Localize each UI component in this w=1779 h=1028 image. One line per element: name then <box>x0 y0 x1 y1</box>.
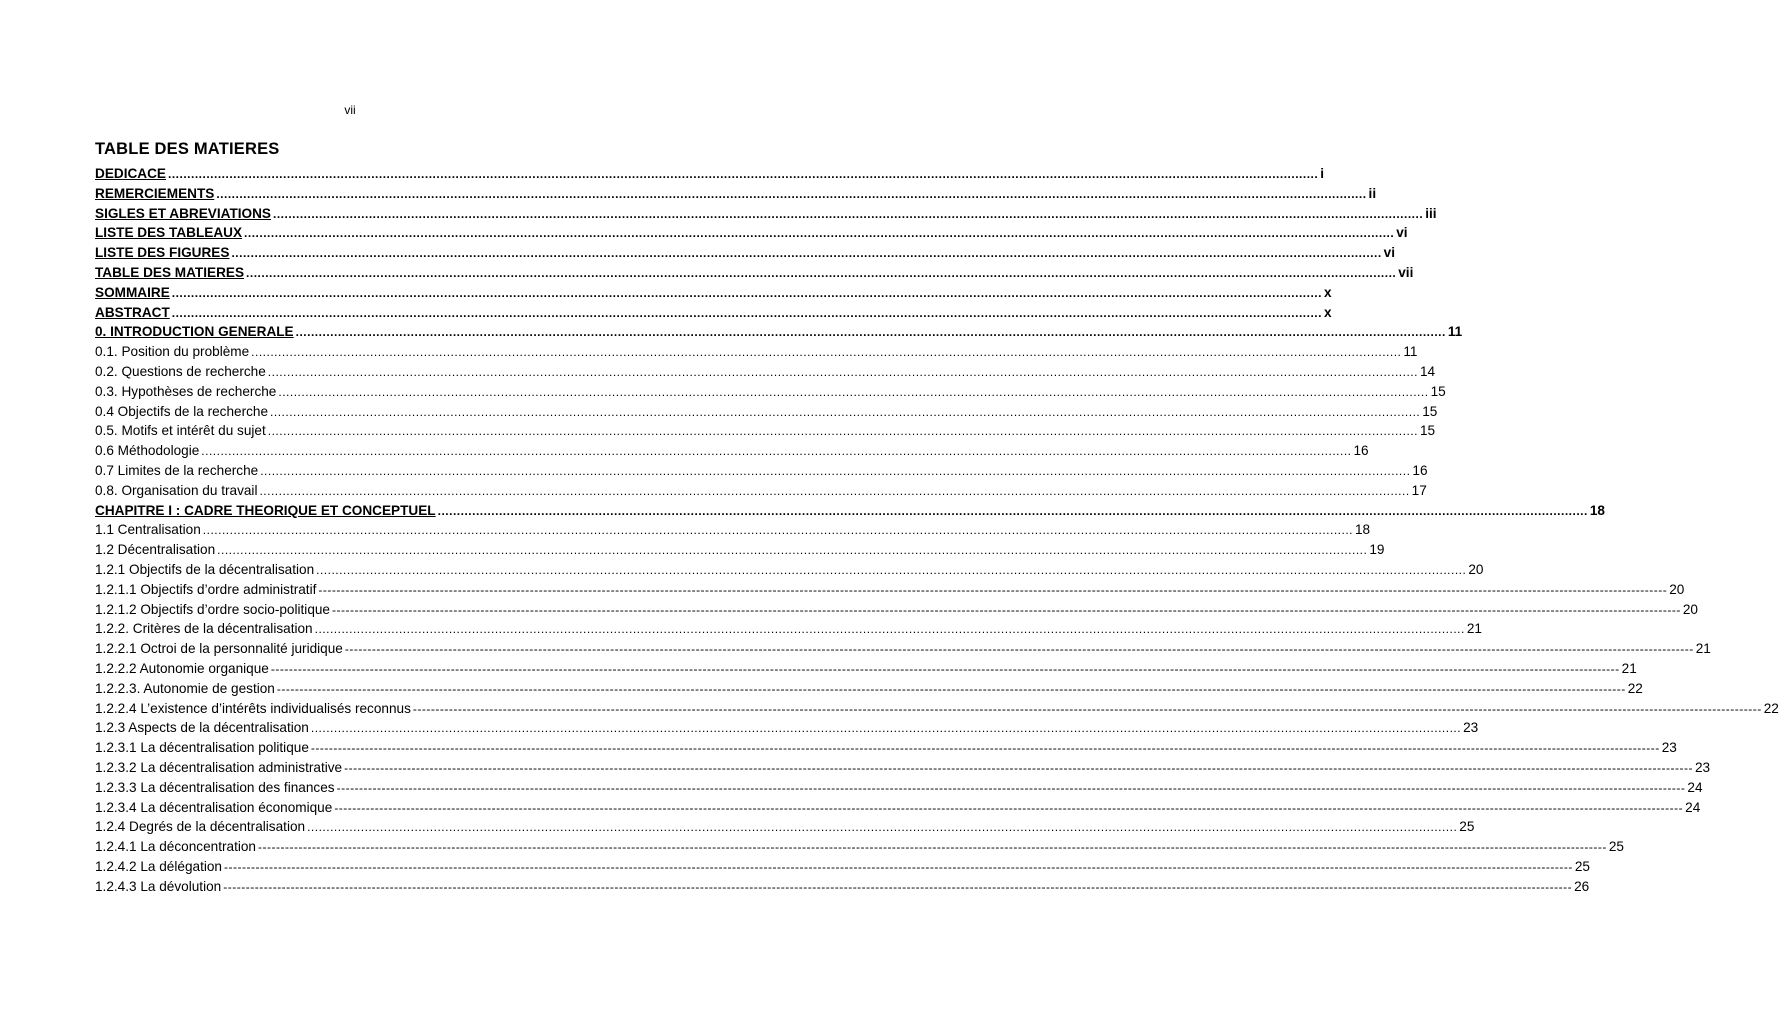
toc-entry-page: iii <box>1425 205 1437 221</box>
toc-entry-label: 0.4 Objectifs de la recherche <box>95 403 269 419</box>
toc-entry-label: 1.2.3.2 La décentralisation administrative <box>95 759 343 775</box>
toc-entry-label: 0.3. Hypothèses de recherche <box>95 383 277 399</box>
toc-leader: ............................................................................................................................................................................................................................................................................................................ <box>260 463 1411 478</box>
toc-entry-page: 23 <box>1694 759 1711 775</box>
toc-entry-label: 0.2. Questions de recherche <box>95 363 266 379</box>
toc-entry[interactable] <box>95 461 1428 481</box>
toc-leader: ............................................................................................................................................................................................................................................................................................................ <box>251 345 1402 360</box>
toc-leader: ............................................................................................................................................................................................................................................................................................................ <box>246 265 1397 280</box>
toc-entry-page: 24 <box>1687 779 1703 795</box>
toc-entry-page: 15 <box>1419 423 1436 439</box>
toc-leader: ............................................................................................................................................................................................................................................................................................................ <box>216 186 1367 201</box>
toc-entry[interactable] <box>95 619 1482 639</box>
toc-entry-label: SIGLES ET ABREVIATIONS <box>95 205 271 221</box>
toc-entry[interactable] <box>95 798 1701 818</box>
toc-entry[interactable] <box>95 877 1590 897</box>
toc-leader: ------------------------------------------------------------------------------------------------------------------------------------------------------------------------------------------------------------------------------------------------------------------------------------------------------------ <box>223 879 1573 894</box>
toc-entry[interactable] <box>95 520 1371 540</box>
toc-leader: ------------------------------------------------------------------------------------------------------------------------------------------------------------------------------------------------------------------------------------------------------------------------------------------------------------ <box>412 701 1762 716</box>
toc-entry[interactable] <box>95 322 1463 342</box>
toc-entry-label: 1.2.1.1 Objectifs d’ordre administratif <box>95 581 317 597</box>
toc-entry-page: i <box>1320 166 1324 181</box>
toc-leader: ............................................................................................................................................................................................................................................................................................................ <box>201 444 1352 459</box>
toc-entry[interactable] <box>95 718 1479 738</box>
toc-entry[interactable] <box>95 362 1436 382</box>
toc-leader: ............................................................................................................................................................................................................................................................................................................ <box>437 503 1588 518</box>
toc-entry-label: 1.2.3.4 La décentralisation économique <box>95 799 333 815</box>
toc-entry-label: 1.2.4.2 La délégation <box>95 858 222 874</box>
toc-entry-page: 21 <box>1466 621 1482 637</box>
toc-leader: ------------------------------------------------------------------------------------------------------------------------------------------------------------------------------------------------------------------------------------------------------------------------------------------------------------ <box>223 859 1573 874</box>
toc-entry[interactable] <box>95 540 1385 560</box>
table-of-contents <box>95 164 1779 896</box>
toc-entry[interactable] <box>95 679 1643 699</box>
toc-entry[interactable] <box>95 857 1590 877</box>
toc-entry[interactable] <box>95 699 1779 719</box>
toc-entry-page: 19 <box>1369 542 1385 558</box>
toc-entry-label: 1.2.1 Objectifs de la décentralisation <box>95 561 315 577</box>
toc-entry[interactable] <box>95 600 1698 620</box>
toc-entry[interactable] <box>95 639 1711 659</box>
toc-entry[interactable] <box>95 283 1332 303</box>
toc-entry-label: 1.2.2.2 Autonomie organique <box>95 660 269 676</box>
toc-entry-page: x <box>1323 284 1332 300</box>
toc-entry-label: 1.2.2.3. Autonomie de gestion <box>95 680 275 696</box>
toc-entry-page: vi <box>1396 225 1408 241</box>
toc-entry-label: 0.7 Limites de la recherche <box>95 462 259 478</box>
toc-leader: ............................................................................................................................................................................................................................................................................................................ <box>272 206 1424 221</box>
toc-leader: ............................................................................................................................................................................................................................................................................................................ <box>267 364 1418 379</box>
toc-entry-label: REMERCIEMENTS <box>95 185 215 201</box>
toc-entry[interactable] <box>95 204 1437 224</box>
toc-leader: ............................................................................................................................................................................................................................................................................................................ <box>217 543 1368 558</box>
toc-entry-label: 1.2.4 Degrés de la décentralisation <box>95 819 306 835</box>
toc-entry[interactable] <box>95 778 1703 798</box>
toc-leader: ............................................................................................................................................................................................................................................................................................................ <box>267 424 1418 439</box>
toc-entry-label: 1.2.4.1 La déconcentration <box>95 839 256 855</box>
toc-entry-page: 24 <box>1685 799 1701 815</box>
toc-entry[interactable] <box>95 659 1637 679</box>
toc-entry[interactable] <box>95 382 1446 402</box>
toc-entry-label: SOMMAIRE <box>95 284 170 300</box>
toc-entry-page: 16 <box>1412 462 1428 478</box>
toc-entry-label: ABSTRACT <box>95 304 170 320</box>
toc-entry[interactable] <box>95 738 1677 758</box>
toc-entry-page: 15 <box>1430 383 1446 399</box>
toc-leader: ............................................................................................................................................................................................................................................................................................................ <box>202 523 1353 538</box>
toc-entry[interactable] <box>95 758 1711 778</box>
toc-leader: ............................................................................................................................................................................................................................................................................................................ <box>231 246 1382 261</box>
toc-entry-page: vi <box>1383 245 1395 261</box>
toc-entry-page: 25 <box>1574 858 1590 874</box>
toc-entry[interactable] <box>95 560 1484 580</box>
toc-leader: ............................................................................................................................................................................................................................................................................................................ <box>168 167 1319 181</box>
toc-leader: ------------------------------------------------------------------------------------------------------------------------------------------------------------------------------------------------------------------------------------------------------------------------------------------------------------ <box>344 642 1694 657</box>
toc-entry-page: 15 <box>1422 403 1438 419</box>
toc-entry[interactable] <box>95 481 1427 501</box>
toc-leader: ------------------------------------------------------------------------------------------------------------------------------------------------------------------------------------------------------------------------------------------------------------------------------------------------------------ <box>257 840 1607 855</box>
toc-entry[interactable] <box>95 243 1395 263</box>
toc-entry-label: LISTE DES FIGURES <box>95 245 230 261</box>
toc-entry-label: 1.2.4.3 La dévolution <box>95 878 222 894</box>
page-number: vii <box>344 103 356 117</box>
toc-entry-label: 1.2.2.1 Octroi de la personnalité juridique <box>95 641 343 657</box>
toc-entry-label: 1.2 Décentralisation <box>95 542 216 558</box>
toc-entry[interactable] <box>95 263 1414 283</box>
toc-entry-label: 1.1 Centralisation <box>95 522 201 538</box>
toc-entry-page: 20 <box>1669 581 1685 597</box>
toc-entry-page: 22 <box>1763 700 1779 716</box>
toc-entry-page: 23 <box>1661 740 1677 756</box>
toc-entry[interactable] <box>95 441 1369 461</box>
toc-entry[interactable] <box>95 501 1605 521</box>
toc-entry-label: 0.8. Organisation du travail <box>95 482 258 498</box>
toc-entry-page: 25 <box>1459 819 1475 835</box>
toc-entry-label: 0.6 Méthodologie <box>95 443 200 459</box>
toc-entry-label: TABLE DES MATIERES <box>95 264 245 280</box>
toc-entry-label: 0.1. Position du problème <box>95 344 250 360</box>
toc-leader: ............................................................................................................................................................................................................................................................................................................ <box>171 285 1322 300</box>
toc-entry-label: LISTE DES TABLEAUX <box>95 225 243 241</box>
toc-leader: ............................................................................................................................................................................................................................................................................................................ <box>314 622 1465 637</box>
toc-entry[interactable] <box>95 303 1332 323</box>
toc-title: TABLE DES MATIERES <box>95 140 280 158</box>
toc-leader: ............................................................................................................................................................................................................................................................................................................ <box>295 325 1446 340</box>
toc-entry[interactable] <box>95 402 1438 422</box>
toc-leader: ............................................................................................................................................................................................................................................................................................................ <box>270 404 1421 419</box>
toc-entry-label: 1.2.1.2 Objectifs d’ordre socio-politique <box>95 601 330 617</box>
toc-entry-page: x <box>1323 304 1332 320</box>
toc-entry-page: 21 <box>1621 660 1637 676</box>
toc-entry[interactable] <box>95 184 1377 204</box>
toc-entry-page: 22 <box>1627 680 1643 696</box>
toc-entry-label: 0.5. Motifs et intérêt du sujet <box>95 423 266 439</box>
toc-entry-page: 18 <box>1355 522 1371 538</box>
toc-entry-page: 21 <box>1695 641 1711 657</box>
toc-leader: ............................................................................................................................................................................................................................................................................................................ <box>316 562 1467 577</box>
toc-entry-page: 17 <box>1411 482 1427 498</box>
toc-entry[interactable] <box>95 580 1685 600</box>
toc-leader: ------------------------------------------------------------------------------------------------------------------------------------------------------------------------------------------------------------------------------------------------------------------------------------------------------------ <box>332 602 1681 617</box>
toc-leader: ------------------------------------------------------------------------------------------------------------------------------------------------------------------------------------------------------------------------------------------------------------------------------------------------------------ <box>270 661 1620 676</box>
toc-entry-page: 11 <box>1403 344 1418 360</box>
toc-entry-label: CHAPITRE I : CADRE THEORIQUE ET CONCEPTUEL <box>95 502 436 518</box>
toc-entry-page: 25 <box>1608 839 1624 855</box>
toc-leader: ------------------------------------------------------------------------------------------------------------------------------------------------------------------------------------------------------------------------------------------------------------------------------------------------------------ <box>310 741 1660 756</box>
toc-entry-label: 1.2.3.1 La décentralisation politique <box>95 740 309 756</box>
toc-leader: ............................................................................................................................................................................................................................................................................................................ <box>244 226 1395 241</box>
toc-entry-page: vii <box>1398 264 1414 280</box>
toc-entry-page: 16 <box>1353 443 1369 459</box>
toc-entry-page: 26 <box>1574 878 1590 894</box>
toc-entry[interactable] <box>95 837 1624 857</box>
toc-entry-page: 11 <box>1447 324 1463 340</box>
toc-leader: ------------------------------------------------------------------------------------------------------------------------------------------------------------------------------------------------------------------------------------------------------------------------------------------------------------ <box>318 582 1668 597</box>
toc-leader: ............................................................................................................................................................................................................................................................................................................ <box>259 483 1410 498</box>
toc-entry-label: 0. INTRODUCTION GENERALE <box>95 324 294 340</box>
toc-entry[interactable] <box>95 421 1436 441</box>
toc-entry-label: 1.2.2.4 L’existence d’intérêts individualisés reconnus <box>95 700 411 716</box>
toc-leader: ------------------------------------------------------------------------------------------------------------------------------------------------------------------------------------------------------------------------------------------------------------------------------------------------------------ <box>334 800 1684 815</box>
toc-entry-label: 1.2.3.3 La décentralisation des finances <box>95 779 335 795</box>
toc-entry-label: 1.2.2. Critères de la décentralisation <box>95 621 313 637</box>
toc-leader: ------------------------------------------------------------------------------------------------------------------------------------------------------------------------------------------------------------------------------------------------------------------------------------------------------------ <box>344 760 1693 775</box>
toc-entry-page: 18 <box>1589 502 1605 518</box>
toc-entry-page: 23 <box>1463 720 1479 736</box>
toc-leader: ------------------------------------------------------------------------------------------------------------------------------------------------------------------------------------------------------------------------------------------------------------------------------------------------------------ <box>336 780 1686 795</box>
toc-entry-page: 14 <box>1419 363 1436 379</box>
toc-leader: ------------------------------------------------------------------------------------------------------------------------------------------------------------------------------------------------------------------------------------------------------------------------------------------------------------ <box>276 681 1626 696</box>
toc-entry[interactable] <box>95 164 1324 184</box>
toc-leader: ............................................................................................................................................................................................................................................................................................................ <box>307 820 1458 835</box>
toc-entry-page: 20 <box>1468 561 1484 577</box>
toc-leader: ............................................................................................................................................................................................................................................................................................................ <box>310 721 1462 736</box>
toc-entry-page: ii <box>1368 185 1377 201</box>
toc-leader: ............................................................................................................................................................................................................................................................................................................ <box>278 384 1429 399</box>
toc-entry[interactable] <box>95 817 1475 837</box>
toc-entry[interactable] <box>95 223 1408 243</box>
toc-entry-label: DEDICACE <box>95 166 166 181</box>
toc-entry-page: 20 <box>1682 601 1698 617</box>
toc-entry[interactable] <box>95 342 1418 362</box>
toc-entry-label: 1.2.3 Aspects de la décentralisation <box>95 720 309 736</box>
toc-leader: ............................................................................................................................................................................................................................................................................................................ <box>171 305 1322 320</box>
